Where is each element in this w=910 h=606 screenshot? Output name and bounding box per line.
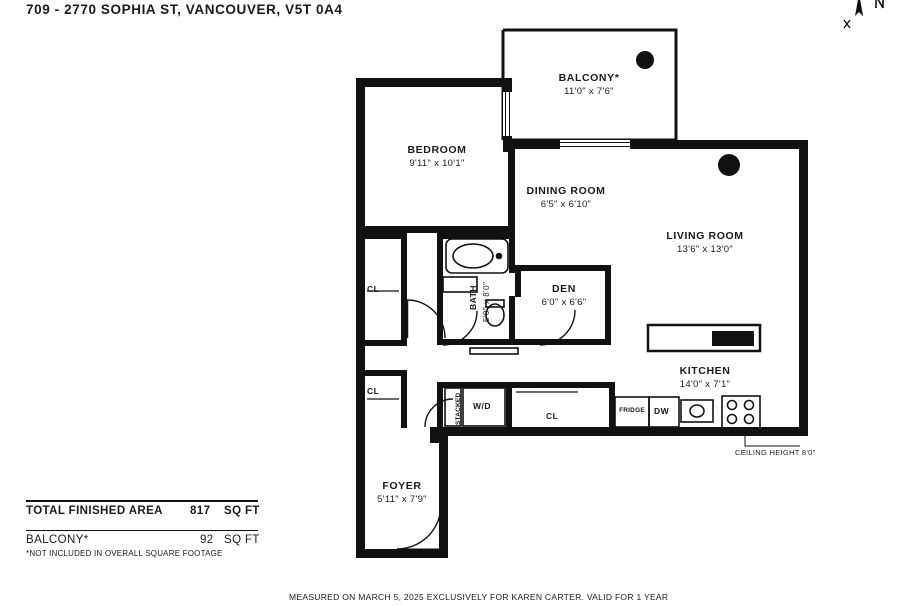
room-label-dining-room bbox=[510, 185, 622, 211]
measurement-credit: MEASURED ON MARCH 5, 2025 EXCLUSIVELY FOR KAREN CARTER. VALID FOR 1 YEAR bbox=[289, 592, 669, 602]
room-dims: 14'0" x 7'1" bbox=[679, 379, 731, 390]
room-name: LIVING ROOM bbox=[666, 230, 744, 242]
balcony-area-label: BALCONY* bbox=[26, 534, 89, 546]
room-dims: 5'11" x 7'9" bbox=[377, 494, 427, 505]
total-area-unit: SQ FT bbox=[224, 505, 260, 517]
room-label-living-room bbox=[645, 230, 765, 256]
closet-label-3: CL bbox=[546, 411, 559, 421]
washer-dryer-label: W/D bbox=[473, 401, 492, 411]
dishwasher-label: DW bbox=[654, 406, 670, 416]
room-name: DEN bbox=[552, 283, 576, 295]
appliances bbox=[445, 388, 760, 428]
area-divider-bottom bbox=[26, 530, 258, 531]
closet-label-2: CL bbox=[367, 386, 380, 396]
balcony-area-unit: SQ FT bbox=[224, 534, 260, 546]
room-label-kitchen bbox=[645, 365, 765, 391]
room-label-foyer bbox=[347, 480, 457, 506]
room-name: BEDROOM bbox=[407, 144, 467, 156]
area-divider-top bbox=[26, 500, 258, 502]
room-dims: 13'6" x 13'0" bbox=[676, 244, 733, 255]
room-label-balcony bbox=[530, 72, 648, 98]
stacked-label: STACKED bbox=[455, 392, 462, 425]
room-dims-bath: 5'0" x 8'0" bbox=[482, 281, 491, 322]
total-area-value: 817 bbox=[190, 505, 211, 517]
ceiling-height-note: CEILING HEIGHT 8'0" bbox=[735, 448, 816, 457]
room-dims: 9'11" x 10'1" bbox=[409, 158, 465, 169]
room-name: FOYER bbox=[382, 480, 422, 492]
room-dims: 6'5" x 6'10" bbox=[540, 199, 592, 210]
bathroom-fixtures bbox=[443, 239, 518, 354]
room-dims: 11'0" x 7'6" bbox=[564, 86, 614, 97]
balcony-door-marker bbox=[718, 154, 740, 176]
ceiling-leader bbox=[745, 436, 800, 446]
room-dims: 6'0" x 6'6" bbox=[541, 297, 587, 308]
closet-label-1: CL bbox=[367, 284, 380, 294]
room-name: BALCONY* bbox=[558, 72, 620, 84]
area-footnote: *NOT INCLUDED IN OVERALL SQUARE FOOTAGE bbox=[26, 549, 223, 558]
page-title: 709 - 2770 SOPHIA ST, VANCOUVER, V5T 0A4 bbox=[26, 2, 343, 17]
door-swings bbox=[397, 300, 575, 549]
room-label-bedroom bbox=[378, 144, 496, 170]
room-label-bath: BATH bbox=[468, 285, 478, 310]
fridge-label: FRIDGE bbox=[619, 407, 645, 414]
room-name: DINING ROOM bbox=[526, 185, 606, 197]
room-label-den bbox=[522, 283, 606, 309]
room-name: KITCHEN bbox=[679, 365, 731, 377]
total-area-label: TOTAL FINISHED AREA bbox=[26, 505, 163, 517]
balcony-area-value: 92 bbox=[200, 534, 214, 546]
